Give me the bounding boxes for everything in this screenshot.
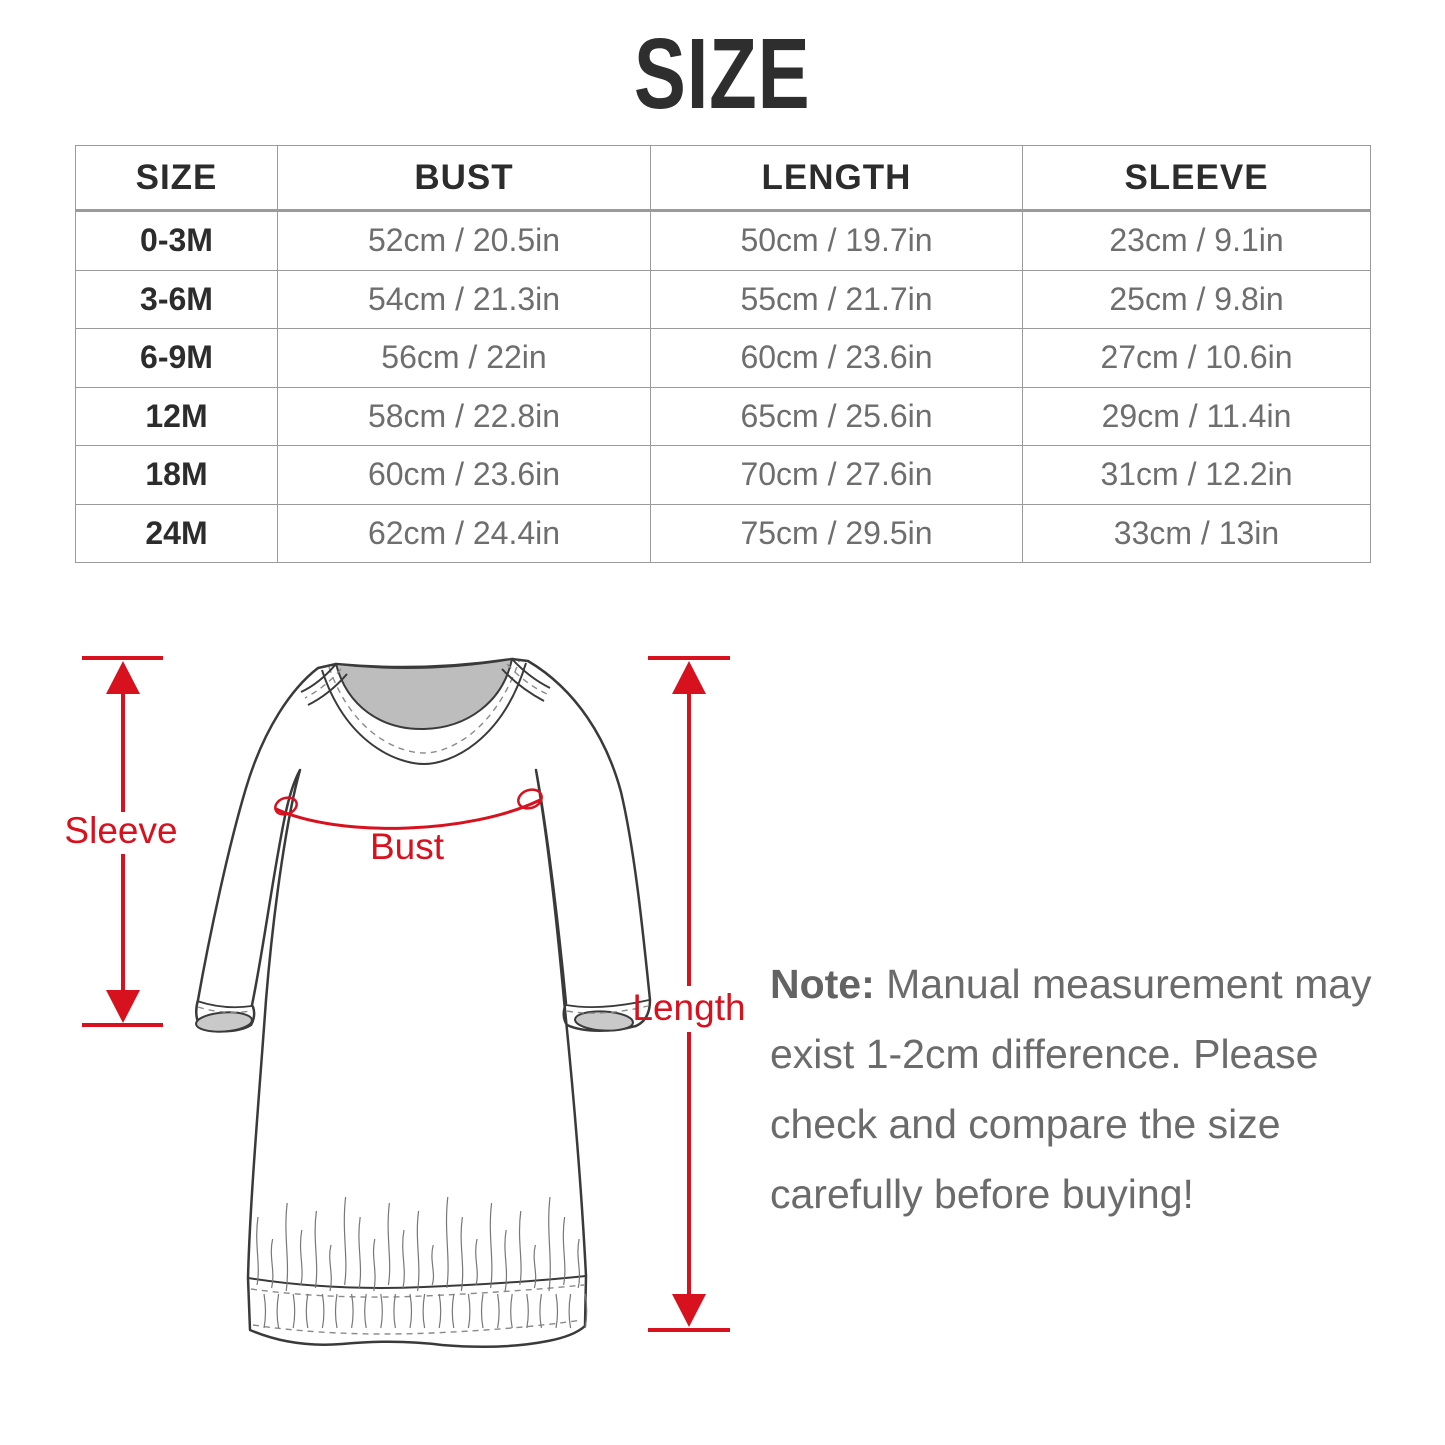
column-header-length: LENGTH — [651, 146, 1023, 211]
column-header-bust: BUST — [278, 146, 651, 211]
size-cell: 6-9M — [76, 329, 278, 388]
column-header-size: SIZE — [76, 146, 278, 211]
length-label: Length — [632, 987, 746, 1028]
length-cell: 70cm / 27.6in — [651, 446, 1023, 505]
baby-gown-drawing — [195, 659, 650, 1347]
length-cell: 55cm / 21.7in — [651, 270, 1023, 329]
sleeve-cell: 31cm / 12.2in — [1023, 446, 1371, 505]
bust-cell: 58cm / 22.8in — [278, 387, 651, 446]
bust-cell: 56cm / 22in — [278, 329, 651, 388]
bust-cell: 54cm / 21.3in — [278, 270, 651, 329]
bust-cell: 52cm / 20.5in — [278, 211, 651, 271]
length-cell: 65cm / 25.6in — [651, 387, 1023, 446]
size-cell: 0-3M — [76, 211, 278, 271]
length-cell: 75cm / 29.5in — [651, 504, 1023, 563]
bust-cell: 62cm / 24.4in — [278, 504, 651, 563]
bust-cell: 60cm / 23.6in — [278, 446, 651, 505]
note-text — [770, 949, 1382, 1229]
length-cell: 50cm / 19.7in — [651, 211, 1023, 271]
length-arrow — [632, 658, 745, 1330]
size-cell: 24M — [76, 504, 278, 563]
sleeve-arrow — [64, 658, 177, 1025]
size-cell: 18M — [76, 446, 278, 505]
sleeve-cell: 27cm / 10.6in — [1023, 329, 1371, 388]
page-title: SIZE — [634, 18, 811, 130]
bust-label: Bust — [369, 826, 445, 867]
note-prefix: Note: — [770, 961, 875, 1007]
sleeve-cell: 23cm / 9.1in — [1023, 211, 1371, 271]
note-body: Manual measurement may exist 1-2cm difference. Please check and compare the size carefully before buying! — [770, 961, 1372, 1217]
size-cell: 12M — [76, 387, 278, 446]
sleeve-label: Sleeve — [64, 810, 178, 851]
sleeve-cell: 33cm / 13in — [1023, 504, 1371, 563]
column-header-sleeve: SLEEVE — [1023, 146, 1371, 211]
sleeve-cell: 25cm / 9.8in — [1023, 270, 1371, 329]
sleeve-cell: 29cm / 11.4in — [1023, 387, 1371, 446]
size-cell: 3-6M — [76, 270, 278, 329]
length-cell: 60cm / 23.6in — [651, 329, 1023, 388]
